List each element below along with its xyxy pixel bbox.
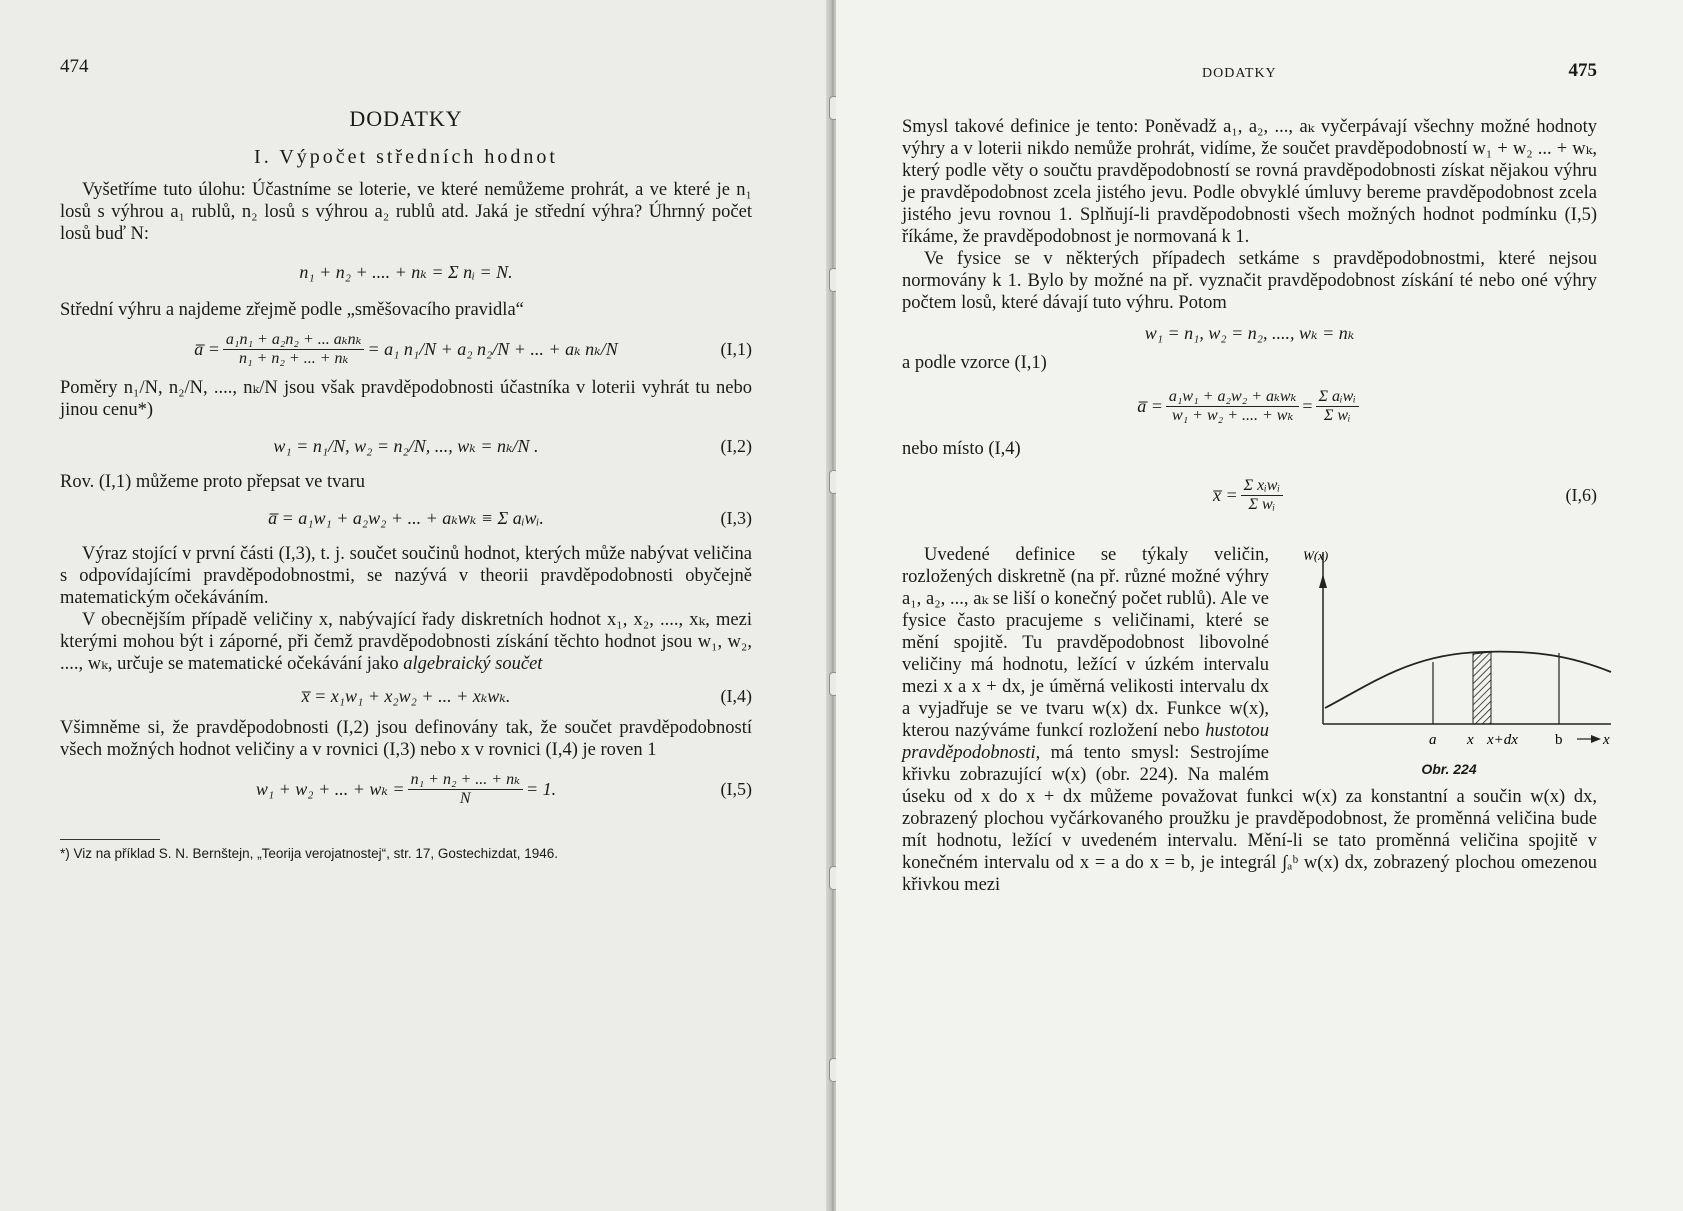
eq3-text: a̅ = a₁w₁ + a₂w₂ + ... + aₖwₖ ≡ Σ aᵢwᵢ. <box>268 507 544 528</box>
distribution-curve-chart <box>1301 544 1619 752</box>
eq5-lhs: w₁ + w₂ + ... + wₖ = <box>255 778 405 799</box>
eq6-denominator: Σ wᵢ <box>1248 495 1276 513</box>
eq1-lhs: a̅ = <box>194 338 220 359</box>
left-page <box>0 0 830 1211</box>
equation-count-text: n₁ + n₂ + .... + nₖ = Σ nᵢ = N. <box>299 261 513 282</box>
footnote: *) Viz na příklad S. N. Bernštejn, „Teorija verojatnostej“, str. 17, Gostechizdat, 1946. <box>60 846 558 861</box>
eq4-label: (I,4) <box>720 685 752 706</box>
eq4-text: x̅ = x₁w₁ + x₂w₂ + ... + xₖwₖ. <box>301 685 511 706</box>
paragraph-6-emphasis: algebraický součet <box>403 654 543 674</box>
page-number-right: 475 <box>1568 60 1597 81</box>
section-title: I. Výpočet středních hodnot <box>254 146 558 168</box>
footnote-rule <box>60 839 160 840</box>
paragraph-6-text: V obecnějším případě veličiny x, nabývající řady diskretních hodnot x₁, x₂, ...., xₖ, mezi kterými mohou být i záporné, při čemž pravděpodobnosti získání těchto hodnot jsou w₁, w₂, ...., wₖ, určuje se matematické očekávání jako <box>60 610 752 674</box>
paragraph-2: Střední výhru a najdeme zřejmě podle „směšovacího pravidla“ <box>60 300 524 320</box>
paragraph-4: Rov. (I,1) můžeme proto přepsat ve tvaru <box>60 472 365 492</box>
eqa-denominator: w₁ + w₂ + .... + wₖ <box>1171 406 1294 424</box>
eq2-label: (I,2) <box>720 435 752 456</box>
eq3-label: (I,3) <box>720 507 752 528</box>
y-axis-label: W(x) <box>1303 548 1329 563</box>
equation-count <box>60 245 752 299</box>
paragraph-r5-text-cont: , má tento smysl: Sestrojíme křivku zobrazující w(x) (obr. 224). Na malém úseku od x do x + dx můžeme považovat funkci w(x) za konstantní a součin w(x) dx, zobrazený plochou vyčárkovaného proužku je pravděpodobnost, že proměnná veličina bude mít hodnotu, ležící v uvedeném intervalu. Mění-li se tato proměnná veličina spojitě v konečném intervalu od x = a do x = b, je integrál ∫ₐᵇ w(x) dx, zobrazený plochou omezenou křivkou mezi <box>902 743 1597 895</box>
paragraph-1: Vyšetříme tuto úlohu: Účastníme se loterie, ve které nemůžeme prohrát, a ve které je n₁ losů s výhrou a₁ rublů, n₂ losů s výhrou a₂ rublů atd. Jaká je střední výhra? Úhrnný počet losů buď N: <box>60 180 752 244</box>
eq6-label: (I,6) <box>1565 484 1597 505</box>
eq5-numerator: n₁ + n₂ + ... + nₖ <box>408 771 523 790</box>
eq2-text: w₁ = n₁/N, w₂ = n₂/N, ..., wₖ = nₖ/N . <box>273 435 539 456</box>
paragraph-r3: a podle vzorce (I,1) <box>902 353 1047 373</box>
eqa-numerator: a₁w₁ + a₂w₂ + aₖwₖ <box>1166 388 1300 407</box>
equation-a: a̅ = $\frac{\text{a₁w₁ + a₂w₂ + aₖwₖ}}{\text{w₁ + w₂ + .... + wₖ}}$ = $\frac{\text{Σ aᵢwᵢ}}{\text{Σ wᵢ}}$ <box>902 374 1597 438</box>
equation-5 <box>60 761 752 817</box>
paragraph-r4: nebo místo (I,4) <box>902 439 1021 459</box>
eq1-denominator: n₁ + n₂ + ... + nₖ <box>239 349 349 367</box>
equation-6 <box>902 460 1597 530</box>
x-label-a: a <box>1429 732 1437 748</box>
right-page <box>836 0 1683 1211</box>
paragraph-r2: Ve fysice se v některých případech setkáme s pravděpodobnostmi, které nejsou normovány k 1. Bylo by možné na př. vyznačit pravděpodobnost získání té nebo oné výhry počtem losů, které dávají tuto výhru. Potom <box>902 249 1597 313</box>
eqa-numerator-2: Σ aᵢwᵢ <box>1316 388 1359 407</box>
paragraph-r5-text: Uvedené definice se týkaly veličin, rozložených diskretně (na př. různé možné výhry a₁, a₂, ..., aₖ se liší o konečný počet rublů). Ale ve fysice často pracujeme s veličinami, které se mění spojitě. Tu pravděpodobnost libovolné veličiny má hodnotu, ležící v úzkém intervalu mezi x a x + dx, je úměrná velikosti intervalu dx a vyjadřuje se ve tvaru w(x) dx. Funkce w(x), kterou nazýváme funkcí rozložení nebo <box>902 545 1269 741</box>
x-label-x: x <box>1467 732 1474 748</box>
equation-2 <box>60 421 752 471</box>
paragraph-r5-emphasis: hustotou pravděpodobnosti <box>902 721 1269 763</box>
eq1-label: (I,1) <box>720 338 752 359</box>
paragraph-5: Výraz stojící v první části (I,3), t. j. součet součinů hodnot, kterých může nabývat veličina s odpovídajícími pravděpodobnostmi, se nazývá v theorii pravděpodobnosti obyčejně matematickým očekáváním. <box>60 544 752 608</box>
eq-w-text: w₁ = n₁, w₂ = n₂, ...., wₖ = nₖ <box>1144 322 1355 343</box>
eq5-label: (I,5) <box>720 778 752 799</box>
page-title: DODATKY <box>349 106 463 131</box>
eq5-fraction <box>408 771 523 808</box>
eqa-lhs: a̅ = <box>1137 395 1163 416</box>
x-label-b: b <box>1555 732 1563 748</box>
figure-224 <box>1279 544 1610 779</box>
eq5-rhs: = 1. <box>525 778 557 799</box>
paragraph-3: Poměry n₁/N, n₂/N, ...., nₖ/N jsou však pravděpodobnosti účastníka v loterii vyhrát tu nebo jinou cenu*) <box>60 378 752 420</box>
distribution-curve <box>1325 652 1611 708</box>
eq6-lhs: x̅ = <box>1213 484 1238 505</box>
eq6-numerator: Σ xᵢwᵢ <box>1241 477 1283 496</box>
eq1-fraction <box>223 331 365 368</box>
equation-3 <box>60 493 752 543</box>
page-number-left: 474 <box>60 56 89 77</box>
eq1-numerator: a₁n₁ + a₂n₂ + ... aₖnₖ <box>223 331 365 350</box>
eqa-denominator-2: Σ wᵢ <box>1323 406 1351 424</box>
running-head: DODATKY <box>1202 66 1277 81</box>
paragraph-r1: Smysl takové definice je tento: Poněvadž a₁, a₂, ..., aₖ vyčerpávají všechny možné hodnoty výhry a v loterii nikdo nemůže prohrát, vidíme, že součet pravděpodobností w₁ + w₂ ... + wₖ, který podle věty o součtu pravděpodobností se rovná pravděpodobnosti získat nějakou výhru je pravděpodobnost zcela jistého jevu. Podle obvyklé úmluvy bereme pravděpodobnost zcela jistého jevu rovnou 1. Splňují-li pravděpodobnosti všech možných hodnot podmínku (I,5) říkáme, že pravděpodobnost je normovaná k 1. <box>902 117 1597 247</box>
eqa-fraction <box>1166 388 1300 425</box>
x-axis-arrow-head <box>1591 735 1601 743</box>
paragraph-7: Všimněme si, že pravděpodobnosti (I,2) jsou definovány tak, že součet pravděpodobností všech možných hodnot veličiny a v rovnici (I,3) nebo x v rovnici (I,4) je roven 1 <box>60 718 752 760</box>
eq6-fraction <box>1241 477 1283 514</box>
paragraph-r5 <box>902 544 1610 896</box>
equation-w <box>902 314 1597 352</box>
equation-4 <box>60 675 752 717</box>
x-axis-variable: x <box>1603 732 1610 748</box>
paragraph-6 <box>60 609 752 675</box>
equation-1 <box>60 321 752 377</box>
figure-caption: Obr. 224 <box>1421 761 1477 777</box>
eqa-fraction-2 <box>1316 388 1359 425</box>
eq1-rhs: = a₁ n₁/N + a₂ n₂/N + ... + aₖ nₖ/N <box>367 338 618 359</box>
x-label-xdx: x+dx <box>1487 732 1518 748</box>
y-axis-arrow <box>1319 574 1327 588</box>
hatched-strip <box>1473 652 1491 724</box>
eq5-denominator: N <box>459 789 471 807</box>
